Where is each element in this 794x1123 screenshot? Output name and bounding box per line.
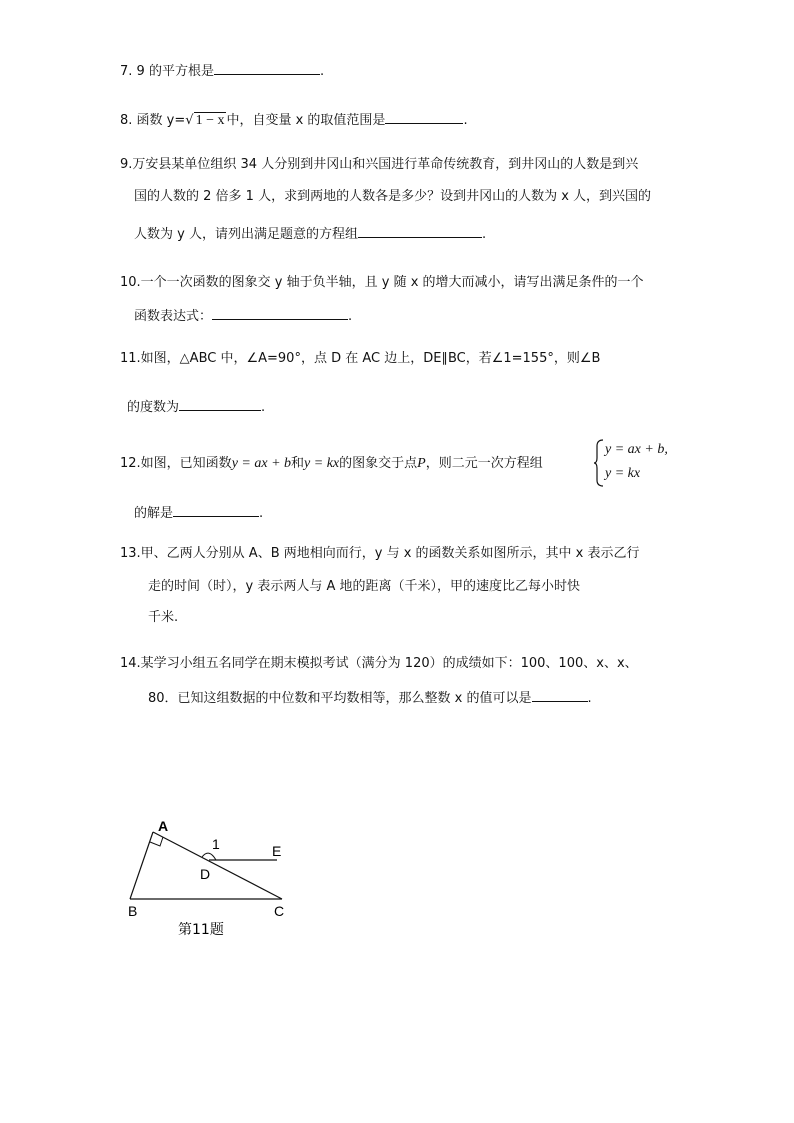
- q12-b: 和: [291, 456, 305, 471]
- equation-system: [593, 438, 683, 488]
- label-c: C: [274, 903, 285, 919]
- q13-line-2: 走的时间（时），y 表示两人与 A 地的距离（千米），甲的速度比乙每小时快: [148, 579, 580, 594]
- figure-11-triangle: [120, 812, 320, 942]
- q10-line-2-text: 函数表达式：: [134, 309, 213, 324]
- q9-answer-blank[interactable]: [358, 223, 482, 238]
- q13-line-3: 千米.: [148, 610, 179, 625]
- q10-answer-blank[interactable]: [212, 305, 348, 320]
- q10-end: .: [348, 309, 353, 324]
- sqrt-expression: √ 1 − x: [185, 113, 225, 128]
- q14-line-2-text: 80．已知这组数据的中位数和平均数相等，那么整数 x 的值可以是: [148, 691, 532, 706]
- q7-text: 7. 9 的平方根是: [120, 64, 214, 79]
- q14-line-1: 14.某学习小组五名同学在期末模拟考试（满分为 120）的成绩如下：100、100、x、x、: [120, 656, 638, 671]
- q12-a: 12.如图，已知函数: [120, 456, 232, 471]
- q14-end: .: [587, 691, 592, 706]
- question-8: [120, 109, 468, 130]
- q12-end: .: [259, 506, 264, 521]
- q9-line-3-text: 人数为 y 人，请列出满足题意的方程组: [134, 227, 358, 242]
- question-12-line-2: [134, 502, 263, 523]
- q14-answer-blank[interactable]: [532, 687, 588, 702]
- right-angle-mark: [150, 837, 163, 846]
- label-1: 1: [212, 836, 220, 852]
- q12-answer-blank[interactable]: [173, 502, 259, 517]
- q8-radicand: 1 − x: [195, 113, 225, 128]
- q12-function-1: y = ax + b: [231, 456, 292, 471]
- label-a: A: [158, 818, 169, 834]
- question-14-line-2: [148, 687, 592, 708]
- q9-end: .: [481, 227, 487, 242]
- question-7: [120, 60, 324, 81]
- q12-d: ，则二元一次方程组: [425, 456, 543, 471]
- q12-point-p: P: [417, 456, 426, 471]
- q10-line-1: 10.一个一次函数的图象交 y 轴于负半轴，且 y 随 x 的增大而减小，请写出满足条件的一个: [120, 275, 644, 290]
- label-e: E: [272, 843, 282, 859]
- system-equation-2: y = kx: [605, 466, 641, 481]
- side-ab: [130, 832, 153, 899]
- q7-end: .: [319, 64, 325, 79]
- q12-line-2-text: 的解是: [134, 506, 174, 521]
- question-12-line-1: [120, 455, 543, 473]
- q8-end: .: [463, 113, 468, 128]
- figure-caption: 第11题: [178, 922, 224, 938]
- q12-c: 的图象交于点: [339, 456, 418, 471]
- q9-line-2: 国的人数的 2 倍多 1 人，求到两地的人数各是多少？设到井冈山的人数为 x 人，到兴国的: [134, 189, 652, 204]
- q9-line-1: 9.万安县某单位组织 34 人分别到井冈山和兴国进行革命传统教育，到井冈山的人数是到兴: [120, 157, 639, 172]
- system-equation-1: y = ax + b,: [605, 442, 668, 457]
- q13-line-1: 13.甲、乙两人分别从 A、B 两地相向而行，y 与 x 的函数关系如图所示，其中 x 表示乙行: [120, 546, 640, 561]
- q11-line-1: 11.如图，△ABC 中，∠A=90°，点 D 在 AC 边上，DE∥BC，若∠1=155°，则∠B: [120, 351, 601, 366]
- q12-function-2: y = kx: [304, 456, 340, 471]
- q8-mid: 中，自变量 x 的取值范围是: [226, 113, 386, 128]
- q11-answer-blank[interactable]: [179, 396, 261, 411]
- q7-answer-blank[interactable]: [214, 60, 320, 75]
- question-11-line-2: [127, 396, 265, 417]
- question-10-line-2: [134, 305, 352, 326]
- label-d: D: [200, 866, 211, 882]
- q11-end: .: [261, 400, 266, 415]
- q11-line-2-text: 的度数为: [127, 400, 180, 415]
- label-b: B: [128, 903, 138, 919]
- left-brace-icon: [593, 438, 605, 488]
- q8-text: 8. 函数 y=: [120, 113, 186, 128]
- q8-answer-blank[interactable]: [385, 109, 463, 124]
- question-9-line-3: [134, 223, 486, 244]
